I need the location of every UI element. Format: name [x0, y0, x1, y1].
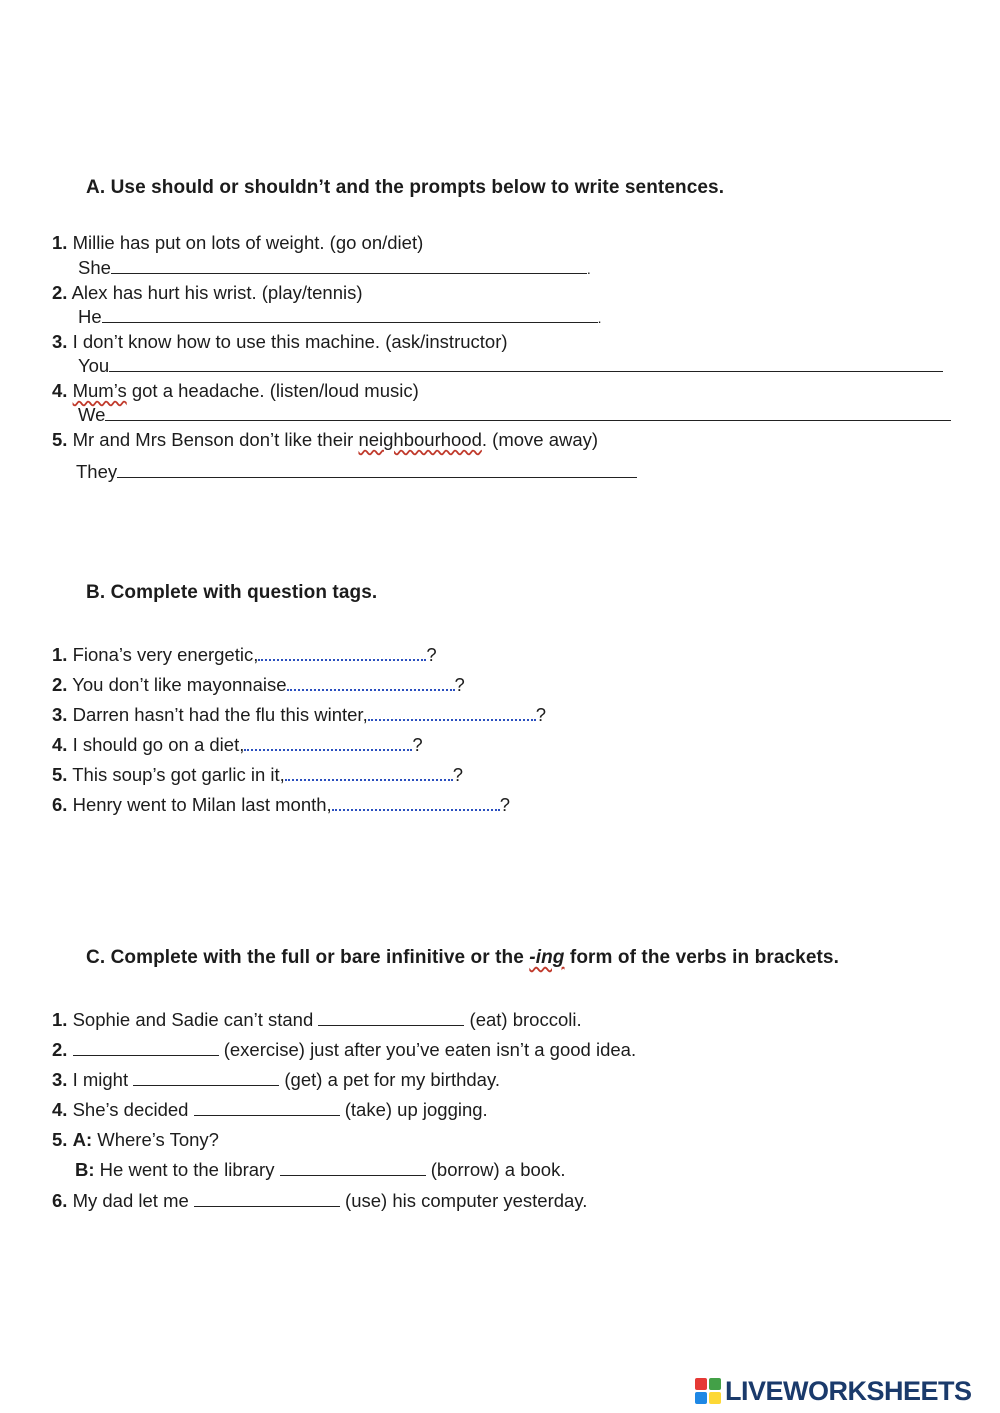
- verb-blank[interactable]: [194, 1099, 340, 1116]
- tag-blank[interactable]: [258, 645, 426, 661]
- a-item-2-prompt: [52, 282, 363, 304]
- logo-square-red: [695, 1378, 707, 1390]
- liveworksheets-logo: [695, 1374, 995, 1408]
- verb-blank[interactable]: [133, 1069, 279, 1086]
- verb-blank[interactable]: [318, 1009, 464, 1026]
- heading-part-2: form of the verbs in brackets.: [564, 947, 839, 968]
- verb-blank[interactable]: [194, 1190, 340, 1207]
- logo-square-green: [709, 1378, 721, 1390]
- sentence-start: Sophie and Sadie can’t stand: [72, 1009, 319, 1030]
- section-c-heading: [86, 947, 839, 969]
- heading-italic-ing: -ing: [529, 947, 565, 968]
- heading-part-1: C. Complete with the full or bare infinitive or the: [86, 947, 530, 968]
- a-item-1-prompt: [52, 232, 423, 254]
- c-item-3: [52, 1069, 500, 1091]
- logo-square-yellow: [709, 1392, 721, 1404]
- c-item-5a: [52, 1129, 219, 1151]
- sentence-text: Fiona’s very energetic,: [72, 644, 259, 665]
- sentence-end: (exercise) just after you’ve eaten isn’t a good idea.: [218, 1039, 637, 1060]
- question-mark: ?: [499, 794, 510, 815]
- b-item-6: [52, 794, 510, 816]
- a-item-5-prompt: [52, 429, 598, 451]
- b-item-1: [52, 644, 437, 666]
- sentence-text: I should go on a diet,: [72, 734, 245, 755]
- item-number: 6.: [52, 1190, 68, 1211]
- sentence-end: (use) his computer yesterday.: [339, 1190, 588, 1211]
- answer-blank[interactable]: [117, 461, 637, 478]
- logo-grid-icon: [695, 1378, 721, 1404]
- a-item-5-answer: [76, 461, 637, 483]
- sentence-end: (take) up jogging.: [339, 1099, 488, 1120]
- c-item-5b: [75, 1159, 565, 1181]
- question-mark: ?: [454, 674, 465, 695]
- prompt-text: Alex has hurt his wrist. (play/tennis): [71, 282, 363, 303]
- answer-blank[interactable]: [111, 257, 587, 274]
- b-item-3: [52, 704, 546, 726]
- verb-blank[interactable]: [73, 1039, 219, 1056]
- item-number: 2.: [52, 1039, 68, 1060]
- item-number: 1.: [52, 1009, 68, 1030]
- item-number: 4.: [52, 734, 68, 755]
- sentence-start: I might: [72, 1069, 134, 1090]
- item-number: 3.: [52, 1069, 68, 1090]
- sentence-text: You don’t like mayonnaise: [72, 674, 287, 695]
- prompt-text: Mr and Mrs Benson don’t like their: [72, 429, 359, 450]
- c-item-6: [52, 1190, 587, 1212]
- sentence-end: (eat) broccoli.: [464, 1009, 582, 1030]
- prompt-text: I don’t know how to use this machine. (ask/instructor): [72, 331, 508, 352]
- sentence-start: My dad let me: [72, 1190, 194, 1211]
- a-item-3-answer: [78, 355, 943, 377]
- tag-blank[interactable]: [287, 675, 455, 691]
- item-number: 4.: [52, 1099, 68, 1120]
- a-item-4-answer: [78, 404, 951, 426]
- section-a-heading: A. Use should or shouldn’t and the prompts below to write sentences.: [86, 177, 725, 198]
- question-mark: ?: [535, 704, 547, 725]
- sentence-text: This soup’s got garlic in it,: [72, 764, 285, 785]
- subject-word: We: [78, 404, 106, 425]
- item-number: 4.: [52, 380, 68, 401]
- item-number: 3.: [52, 704, 68, 725]
- sentence-end: (get) a pet for my birthday.: [279, 1069, 500, 1090]
- answer-blank[interactable]: [102, 306, 598, 323]
- section-b-heading: B. Complete with question tags.: [86, 582, 378, 603]
- c-item-1: [52, 1009, 582, 1031]
- c-item-2: [52, 1039, 636, 1061]
- b-item-5: [52, 764, 463, 786]
- prompt-text: got a headache. (listen/loud music): [126, 380, 419, 401]
- item-number: 5.: [52, 1129, 68, 1150]
- item-number: 5.: [52, 764, 68, 785]
- subject-word: They: [76, 461, 118, 482]
- logo-text: LIVEWORKSHEETS: [725, 1375, 972, 1406]
- misspelled-word: neighbourhood: [358, 429, 482, 450]
- tag-blank[interactable]: [368, 705, 536, 721]
- sentence-start: He went to the library: [94, 1159, 280, 1180]
- a-item-1-answer: She .: [78, 257, 591, 278]
- prompt-text-end: . (move away): [481, 429, 599, 450]
- a-item-4-prompt: [52, 380, 419, 402]
- c-item-4: [52, 1099, 488, 1121]
- b-item-4: [52, 734, 423, 756]
- sentence-start: She’s decided: [72, 1099, 194, 1120]
- prompt-text: Millie has put on lots of weight. (go on/diet): [72, 232, 424, 253]
- question-mark: ?: [412, 734, 423, 755]
- tag-blank[interactable]: [244, 735, 412, 751]
- subject-word: He: [78, 306, 102, 327]
- subject-word: You: [78, 355, 110, 376]
- item-number: 3.: [52, 331, 68, 352]
- item-number: 2.: [52, 282, 68, 303]
- a-item-2-answer: He .: [78, 306, 602, 327]
- question-mark: ?: [426, 644, 437, 665]
- tag-blank[interactable]: [332, 795, 500, 811]
- subject-word: She: [78, 257, 111, 278]
- item-number: 2.: [52, 674, 68, 695]
- question-mark: ?: [452, 764, 464, 785]
- misspelled-word: Mum’s: [72, 380, 127, 401]
- item-number: 1.: [52, 232, 68, 253]
- speaker-a: A:: [72, 1129, 93, 1150]
- item-number: 5.: [52, 429, 68, 450]
- tag-blank[interactable]: [285, 765, 453, 781]
- a-item-3-prompt: [52, 331, 508, 353]
- speaker-b: B:: [75, 1159, 95, 1180]
- answer-blank[interactable]: [105, 404, 951, 421]
- sentence-end: (borrow) a book.: [425, 1159, 566, 1180]
- item-number: 6.: [52, 794, 68, 815]
- verb-blank[interactable]: [280, 1159, 426, 1176]
- b-item-2: [52, 674, 465, 696]
- answer-blank[interactable]: [109, 355, 943, 372]
- logo-square-blue: [695, 1392, 707, 1404]
- item-number: 1.: [52, 644, 68, 665]
- sentence-text: Henry went to Milan last month,: [72, 794, 332, 815]
- sentence-text: Darren hasn’t had the flu this winter,: [72, 704, 368, 725]
- dialogue-a: Where’s Tony?: [92, 1129, 219, 1150]
